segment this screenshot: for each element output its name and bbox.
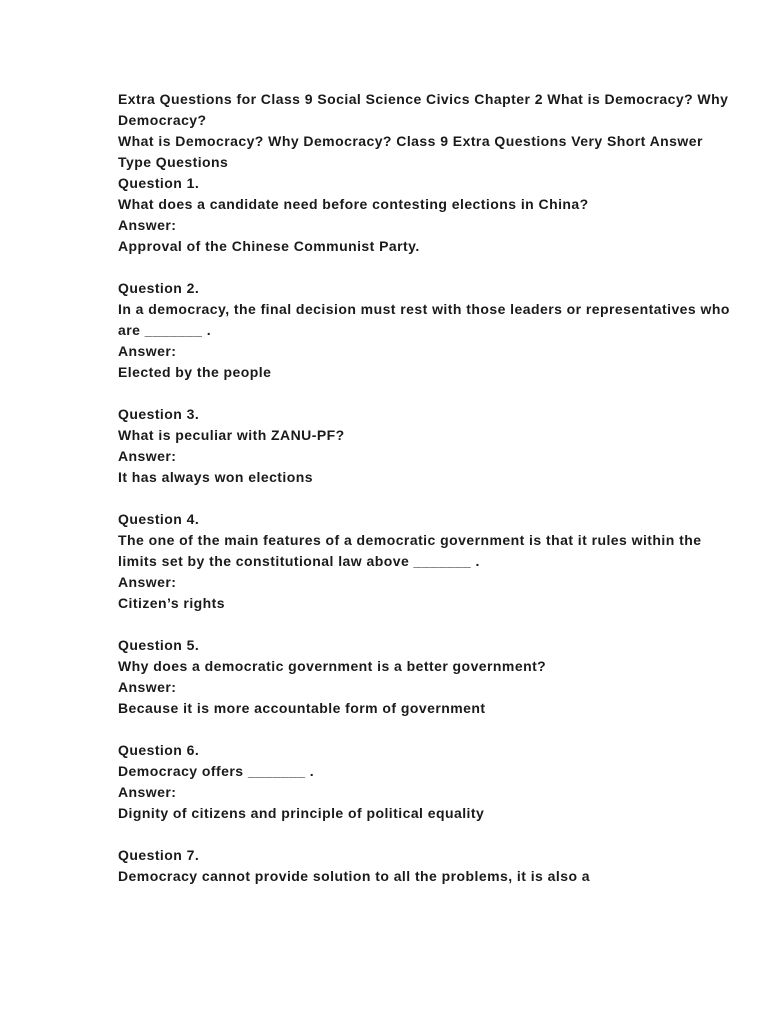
answer-label: Answer: bbox=[118, 343, 177, 359]
document-title: Extra Questions for Class 9 Social Science Civics Chapter 2 What is Democracy? Why Democracy? bbox=[118, 91, 729, 128]
question-block-7 bbox=[118, 845, 738, 887]
question-text: Democracy offers _______ . bbox=[118, 763, 315, 779]
question-block-2 bbox=[118, 278, 738, 383]
answer-label: Answer: bbox=[118, 217, 177, 233]
question-label: Question 1. bbox=[118, 175, 200, 191]
question-text: Democracy cannot provide solution to all the problems, it is also a bbox=[118, 868, 591, 884]
question-text: In a democracy, the final decision must rest with those leaders or representatives who are _______ . bbox=[118, 301, 730, 338]
question-block-3 bbox=[118, 404, 738, 488]
answer-text: It has always won elections bbox=[118, 469, 313, 485]
answer-text: Citizen’s rights bbox=[118, 595, 226, 611]
answer-text: Approval of the Chinese Communist Party. bbox=[118, 238, 420, 254]
question-label: Question 2. bbox=[118, 280, 200, 296]
answer-label: Answer: bbox=[118, 784, 177, 800]
answer-text: Elected by the people bbox=[118, 364, 272, 380]
section-heading: What is Democracy? Why Democracy? Class 9 Extra Questions Very Short Answer Type Questions bbox=[118, 133, 703, 170]
question-text: Why does a democratic government is a better government? bbox=[118, 658, 547, 674]
question-label: Question 4. bbox=[118, 511, 200, 527]
question-block-4 bbox=[118, 509, 738, 614]
question-block-1 bbox=[118, 173, 738, 257]
question-text: What does a candidate need before contesting elections in China? bbox=[118, 196, 589, 212]
question-label: Question 5. bbox=[118, 637, 200, 653]
document-page bbox=[118, 89, 738, 908]
answer-text: Dignity of citizens and principle of political equality bbox=[118, 805, 485, 821]
answer-text: Because it is more accountable form of government bbox=[118, 700, 486, 716]
question-label: Question 3. bbox=[118, 406, 200, 422]
answer-label: Answer: bbox=[118, 679, 177, 695]
question-label: Question 7. bbox=[118, 847, 200, 863]
question-text: The one of the main features of a democratic government is that it rules within the limits set by the constitutional law above _______ . bbox=[118, 532, 702, 569]
question-text: What is peculiar with ZANU-PF? bbox=[118, 427, 345, 443]
answer-label: Answer: bbox=[118, 448, 177, 464]
question-block-5 bbox=[118, 635, 738, 719]
answer-label: Answer: bbox=[118, 574, 177, 590]
question-block-6 bbox=[118, 740, 738, 824]
question-label: Question 6. bbox=[118, 742, 200, 758]
